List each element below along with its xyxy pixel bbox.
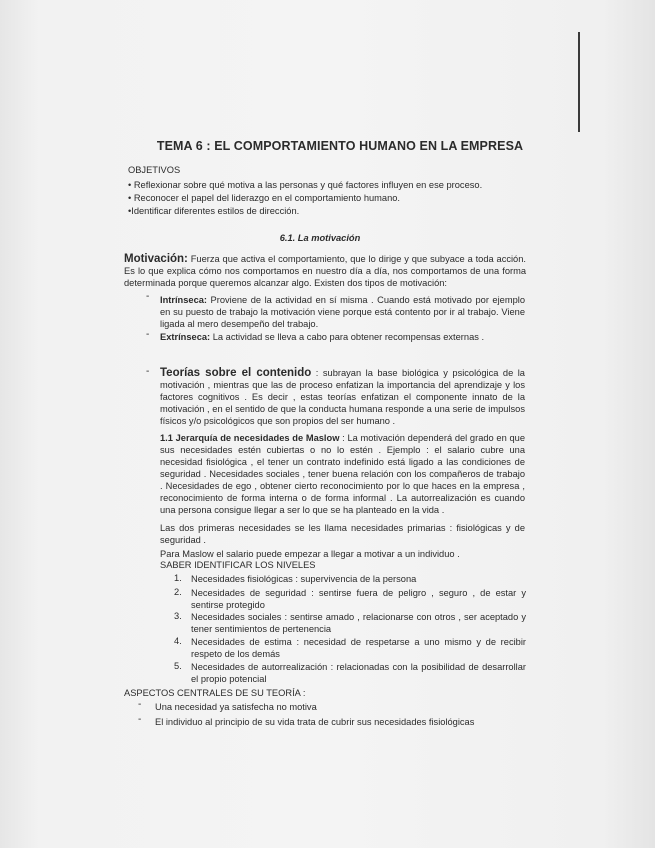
page-title: TEMA 6 : EL COMPORTAMIENTO HUMANO EN LA EMPRESA xyxy=(156,139,524,153)
objetivo-item: • Reconocer el papel del liderazgo en el comportamiento humano. xyxy=(128,193,400,203)
nivel-item: Necesidades de autorrealización : relacionadas con la posibilidad de desarrollar el propio potencial xyxy=(191,662,526,684)
maslow-paragraph xyxy=(160,432,525,516)
aspectos-heading: ASPECTOS CENTRALES DE SU TEORÍA : xyxy=(124,688,306,698)
nivel-number: 2. xyxy=(174,587,182,597)
nivel-number: 4. xyxy=(174,636,182,646)
page-edge-line xyxy=(578,32,580,132)
intrinseca-term: Intrínseca: xyxy=(160,295,208,305)
nivel-number: 1. xyxy=(174,573,182,583)
aspecto-item: Una necesidad ya satisfecha no motiva xyxy=(155,702,317,712)
bullet-dash: - xyxy=(146,329,150,340)
saber-heading: SABER IDENTIFICAR LOS NIVELES xyxy=(160,560,316,570)
nivel-item: Necesidades fisiológicas : supervivencia de la persona xyxy=(191,574,417,584)
nivel-item: Necesidades sociales : sentirse amado , relacionarse con otros , ser aceptado y tener sentimientos de pertenencia xyxy=(191,612,526,634)
teorias-paragraph xyxy=(160,367,525,427)
objetivo-item: • Reflexionar sobre qué motiva a las personas y qué factores influyen en ese proceso. xyxy=(128,180,483,190)
extrinseca-term: Extrínseca: xyxy=(160,332,211,342)
section-title: 6.1. La motivación xyxy=(279,233,361,243)
intrinseca-text: Proviene de la actividad en sí misma . Cuando está motivado por ejemplo en su puesto de trabajo la motivación viene porque está contento por ir al trabajo. Viene ligada al mero desempeño del trabajo. xyxy=(160,295,525,329)
intrinseca-item xyxy=(160,294,525,330)
nivel-item: Necesidades de estima : necesidad de respetarse a uno mismo y de recibir respeto de los demás xyxy=(191,637,526,659)
salario-text: Para Maslow el salario puede empezar a llegar a motivar a un individuo . xyxy=(160,549,460,559)
nivel-item: Necesidades de seguridad : sentirse fuera de peligro , seguro , de estar y sentirse protegido xyxy=(191,588,526,610)
extrinseca-item xyxy=(160,331,525,343)
bullet-dash: - xyxy=(146,291,150,302)
maslow-term: 1.1 Jerarquía de necesidades de Maslow xyxy=(160,433,340,443)
motivacion-paragraph xyxy=(124,253,526,289)
aspecto-item: El individuo al principio de su vida trata de cubrir sus necesidades fisiológicas xyxy=(155,717,475,727)
bullet-dash: - xyxy=(146,366,150,377)
extrinseca-text: La actividad se lleva a cabo para obtener recompensas externas . xyxy=(212,332,485,342)
motivacion-term: Motivación: xyxy=(124,253,188,265)
nivel-number: 5. xyxy=(174,661,182,671)
motivacion-text: Fuerza que activa el comportamiento, que lo dirige y que subyace a toda acción. Es lo que explica cómo nos comportamos en nuestro día a día, nos comportamos de una forma determinada porque queremos alcanzar algo. Existen dos tipos de motivación: xyxy=(124,254,526,288)
objetivos-heading: OBJETIVOS xyxy=(128,165,181,175)
teorias-term: Teorías sobre el contenido xyxy=(160,367,312,379)
objetivo-item: •Identificar diferentes estilos de dirección. xyxy=(128,206,300,216)
bullet-dash: - xyxy=(138,714,142,725)
bullet-dash: - xyxy=(138,699,142,710)
nivel-number: 3. xyxy=(174,611,182,621)
teorias-text: : subrayan la base biológica y psicológica de la motivación , mientras que las de proceso enfatizan la importancia del aprendizaje y los factores cognitivos . Es decir , estas teorías enfatizan el componente innato de la motivación , en el sentido de que la conducta humana responde a una serie de impulsos físicos y/o psicológicos que son propios del ser humano . xyxy=(160,368,525,426)
primarias-text: Las dos primeras necesidades se les llama necesidades primarias : fisiológicas y de seguridad . xyxy=(160,523,525,545)
maslow-text: : La motivación dependerá del grado en que sus necesidades estén cubiertas o no lo estén . Ejemplo : el salario cubre una necesidad fisiológica , el tener un contrato indefinido está ligado a las condiciones de seguridad . Necesidades sociales , tener buena relación con los compañeros de trabajo . Necesidades de ego , obtener cierto reconocimiento por lo que haces en la empresa , reconocimiento de forma interna o de forma informal . La autorrealización es cuando una persona consigue llegar a ser lo que se ha planteado en la vida . xyxy=(160,433,525,515)
